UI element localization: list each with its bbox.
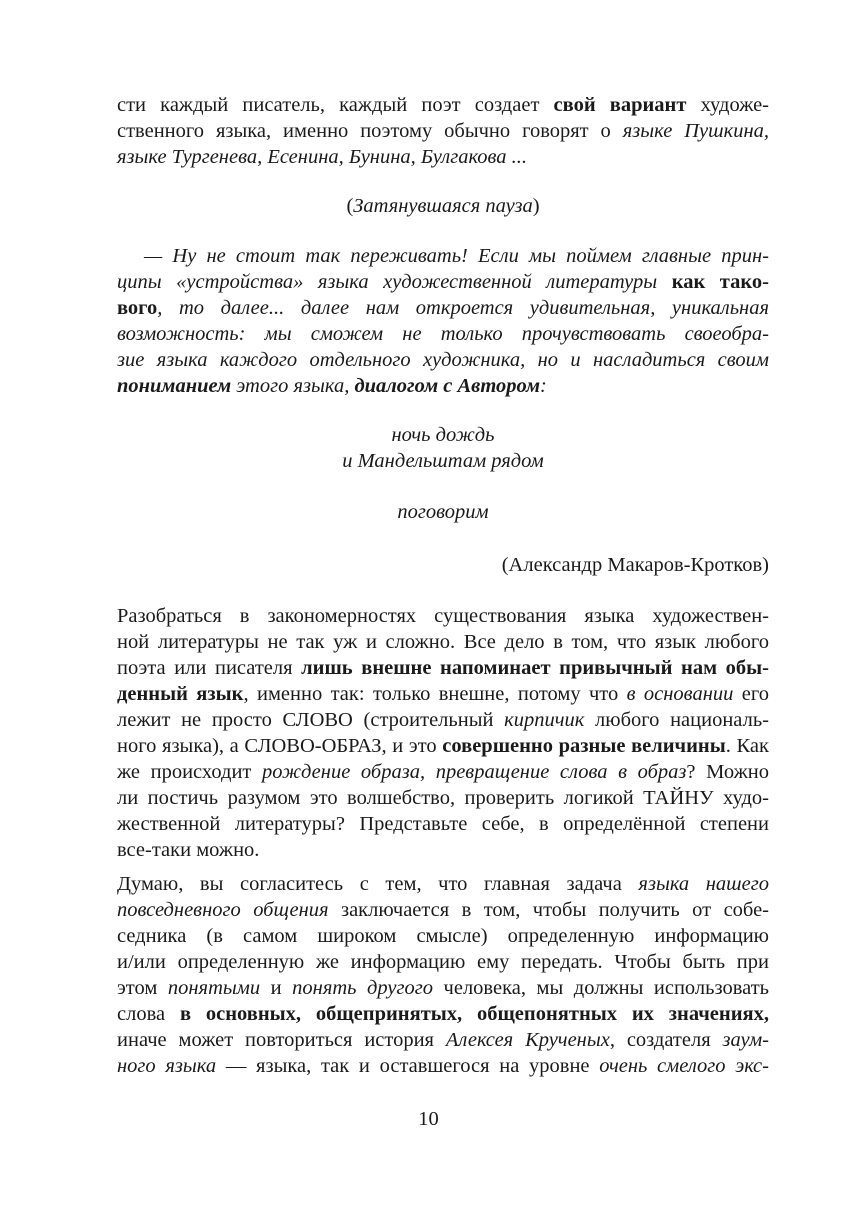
text-line: ципы «устройства» языка художественной литературы как тако-	[117, 271, 769, 293]
page-number: 10	[418, 1108, 439, 1130]
text-line: все-таки можно.	[117, 839, 260, 861]
text-line: ной литературы не так уж и сложно. Все дело в том, что язык любого	[117, 631, 769, 653]
text-line: возможность: мы сможем не только прочувствовать своеобра-	[117, 323, 769, 345]
text-line: языке Тургенева, Есенина, Бунина, Булгакова ...	[117, 146, 528, 168]
poem-line: поговорим	[397, 501, 489, 523]
poem-line: и Мандельштам рядом	[342, 450, 544, 472]
text-line: седника (в самом широком смысле) определенную информацию	[117, 925, 769, 947]
text-line: сти каждый писатель, каждый поэт создает свой вариант художе-	[117, 94, 770, 116]
text-line: ного языка), а СЛОВО-ОБРАЗ, и это совершенно разные величины. Как	[117, 735, 769, 757]
text-line: повседневного общения заключается в том, чтобы получить от собе-	[117, 899, 769, 921]
text-line: пониманием этого языка, диалогом с Автором:	[117, 375, 547, 397]
text-line: этом понятыми и понять другого человека, мы должны использовать	[117, 977, 769, 999]
text-line: слова в основных, общепринятых, общепонятных их значениях,	[117, 1003, 769, 1025]
text-line: поэта или писателя лишь внешне напоминает привычный нам обы-	[117, 657, 770, 679]
poem-line: ночь дождь	[391, 424, 495, 446]
text-line: Разобраться в закономерностях существования языка художествен-	[117, 605, 769, 627]
text-line: же происходит рождение образа, превращение слова в образ? Можно	[117, 761, 769, 783]
text-line: вого, то далее... далее нам откроется удивительная, уникальная	[117, 297, 769, 319]
text-line: и/или определенную же информацию ему передать. Чтобы быть при	[117, 951, 769, 973]
text-line: иначе может повториться история Алексея Крученых, создателя заум-	[117, 1029, 769, 1051]
text-line: ственного языка, именно поэтому обычно говорят о языке Пушкина,	[117, 120, 770, 142]
text-line: жественной литературы? Представьте себе, в определённой степени	[117, 813, 769, 835]
text-line: — Ну не стоит так переживать! Если мы поймем главные прин-	[144, 245, 769, 267]
text-line: лежит не просто СЛОВО (строительный кирпичик любого националь-	[117, 709, 769, 731]
poem-attribution: (Александр Макаров-Кротков)	[501, 554, 769, 576]
text-line: ли постичь разумом это волшебство, проверить логикой ТАЙНУ худо-	[117, 787, 769, 809]
text-line: Думаю, вы согласитесь с тем, что главная задача языка нашего	[117, 873, 770, 895]
text-line: ного языка — языка, так и оставшегося на уровне очень смелого экс-	[117, 1055, 769, 1077]
text-line: денный язык, именно так: только внешне, потому что в основании его	[117, 683, 770, 705]
text-line: зие языка каждого отдельного художника, но и насладиться своим	[117, 349, 769, 371]
stage-remark: (Затянувшаяся пауза)	[346, 195, 540, 217]
